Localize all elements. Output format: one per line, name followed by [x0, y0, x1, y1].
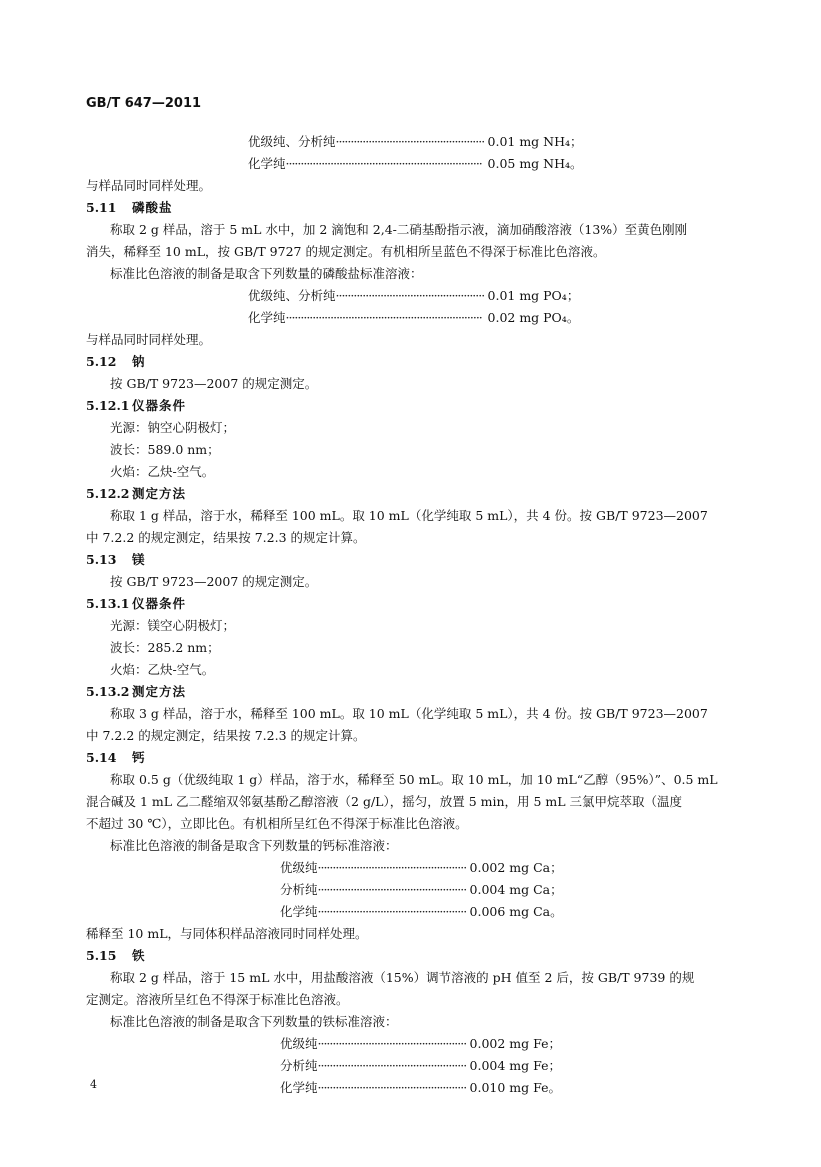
- section-heading: [0, 747, 821, 769]
- purity-grade: 分析纯: [280, 1058, 318, 1073]
- text-line: 稀释至 10 mL，与同体积样品溶液同时同样处理。: [86, 926, 368, 941]
- section-number: 5.12.2: [86, 486, 130, 501]
- purity-spec-row: 化学纯·································································· 0.02 mg PO₄。: [248, 307, 579, 329]
- text-line: 按 GB/T 9723—2007 的规定测定。: [110, 376, 318, 391]
- purity-grade: 化学纯: [248, 156, 286, 171]
- section-number: 5.13.1: [86, 596, 130, 611]
- text-line: 按 GB/T 9723—2007 的规定测定。: [110, 574, 318, 589]
- section-number: 5.11: [86, 200, 117, 215]
- text-line: 中 7.2.2 的规定测定，结果按 7.2.3 的规定计算。: [86, 530, 366, 545]
- purity-value: 0.004 mg Ca；: [469, 882, 563, 897]
- purity-spec-row: 分析纯·················································· 0.004 mg Fe；: [280, 1055, 561, 1077]
- section-heading: [0, 197, 821, 219]
- purity-value: 0.01 mg NH₄；: [487, 134, 583, 149]
- purity-grade: 优级纯、分析纯: [248, 288, 336, 303]
- purity-spec-row: 优级纯·················································· 0.002 mg Ca；: [280, 857, 563, 879]
- text-line: 与样品同时同样处理。: [86, 332, 212, 347]
- purity-spec-row: 优级纯、分析纯·················································· 0.01 mg PO₄；: [248, 285, 579, 307]
- purity-grade: 化学纯: [248, 310, 286, 325]
- text-line: 光源：镁空心阴极灯；: [110, 618, 236, 633]
- section-title: 钠: [132, 354, 146, 369]
- section-title: 铁: [132, 948, 146, 963]
- text-line: 不超过 30 ℃），立即比色。有机相所呈红色不得深于标准比色溶液。: [86, 816, 468, 831]
- section-heading: [0, 945, 821, 967]
- text-line: 称取 2 g 样品，溶于 5 mL 水中，加 2 滴饱和 2,4-二硝基酚指示液，滴加硝酸溶液（13%）至黄色刚刚: [110, 222, 688, 237]
- purity-spec-row: 化学纯·································································· 0.05 mg NH₄。: [248, 153, 583, 175]
- text-line: 火焰：乙炔-空气。: [110, 464, 215, 479]
- section-title: 测定方法: [132, 486, 187, 501]
- section-number: 5.14: [86, 750, 117, 765]
- text-line: 称取 2 g 样品，溶于 15 mL 水中，用盐酸溶液（15%）调节溶液的 pH 值至 2 后，按 GB/T 9739 的规: [110, 970, 695, 985]
- purity-spec-row: 化学纯·················································· 0.010 mg Fe。: [280, 1077, 561, 1099]
- section-number: 5.15: [86, 948, 117, 963]
- purity-spec-row: 分析纯·················································· 0.004 mg Ca；: [280, 879, 563, 901]
- section-number: 5.13: [86, 552, 117, 567]
- purity-grade: 优级纯: [280, 860, 318, 875]
- purity-value: 0.01 mg PO₄；: [487, 288, 580, 303]
- section-number: 5.12: [86, 354, 117, 369]
- section-heading: [0, 351, 821, 373]
- text-line: 定测定。溶液所呈红色不得深于标准比色溶液。: [86, 992, 349, 1007]
- text-line: 火焰：乙炔-空气。: [110, 662, 215, 677]
- section-heading: [0, 483, 821, 505]
- text-line: 称取 3 g 样品，溶于水，稀释至 100 mL。取 10 mL（化学纯取 5 mL），共 4 份。按 GB/T 9723—2007: [110, 706, 708, 721]
- purity-value: 0.002 mg Ca；: [469, 860, 563, 875]
- text-line: 消失，稀释至 10 mL，按 GB/T 9727 的规定测定。有机相所呈蓝色不得深于标准比色溶液。: [86, 244, 606, 259]
- purity-grade: 化学纯: [280, 904, 318, 919]
- section-title: 磷酸盐: [132, 200, 173, 215]
- section-heading: [0, 549, 821, 571]
- text-line: 波长：285.2 nm；: [110, 640, 220, 655]
- purity-value: 0.02 mg PO₄。: [487, 310, 580, 325]
- section-title: 仪器条件: [132, 398, 187, 413]
- section-title: 仪器条件: [132, 596, 187, 611]
- purity-spec-row: 优级纯、分析纯·················································· 0.01 mg NH₄；: [248, 131, 583, 153]
- purity-value: 0.010 mg Fe。: [469, 1080, 561, 1095]
- purity-value: 0.002 mg Fe；: [469, 1036, 561, 1051]
- standard-code: GB/T 647—2011: [86, 96, 202, 111]
- text-line: 称取 0.5 g（优级纯取 1 g）样品，溶于水，稀释至 50 mL。取 10 mL，加 10 mL“乙醇（95%）”、0.5 mL: [110, 772, 718, 787]
- text-line: 标准比色溶液的制备是取含下列数量的铁标准溶液：: [110, 1014, 398, 1029]
- section-heading: [0, 593, 821, 615]
- page-number: 4: [90, 1078, 97, 1091]
- text-line: 中 7.2.2 的规定测定，结果按 7.2.3 的规定计算。: [86, 728, 366, 743]
- section-number: 5.13.2: [86, 684, 130, 699]
- text-line: 混合碱及 1 mL 乙二醛缩双邻氨基酚乙醇溶液（2 g/L），摇匀，放置 5 min，用 5 mL 三氯甲烷萃取（温度: [86, 794, 683, 809]
- section-number: 5.12.1: [86, 398, 130, 413]
- purity-spec-row: 化学纯·················································· 0.006 mg Ca。: [280, 901, 563, 923]
- text-line: 标准比色溶液的制备是取含下列数量的磷酸盐标准溶液：: [110, 266, 423, 281]
- purity-spec-row: 优级纯·················································· 0.002 mg Fe；: [280, 1033, 561, 1055]
- purity-grade: 化学纯: [280, 1080, 318, 1095]
- purity-value: 0.004 mg Fe；: [469, 1058, 561, 1073]
- text-line: 光源：钠空心阴极灯；: [110, 420, 236, 435]
- section-heading: [0, 681, 821, 703]
- purity-grade: 分析纯: [280, 882, 318, 897]
- section-title: 镁: [132, 552, 146, 567]
- section-title: 钙: [132, 750, 146, 765]
- purity-grade: 优级纯: [280, 1036, 318, 1051]
- purity-value: 0.05 mg NH₄。: [487, 156, 583, 171]
- text-line: 波长：589.0 nm；: [110, 442, 220, 457]
- text-line: 与样品同时同样处理。: [86, 178, 212, 193]
- section-heading: [0, 395, 821, 417]
- text-line: 标准比色溶液的制备是取含下列数量的钙标准溶液：: [110, 838, 398, 853]
- purity-grade: 优级纯、分析纯: [248, 134, 336, 149]
- purity-value: 0.006 mg Ca。: [469, 904, 563, 919]
- text-line: 称取 1 g 样品，溶于水，稀释至 100 mL。取 10 mL（化学纯取 5 mL），共 4 份。按 GB/T 9723—2007: [110, 508, 708, 523]
- section-title: 测定方法: [132, 684, 187, 699]
